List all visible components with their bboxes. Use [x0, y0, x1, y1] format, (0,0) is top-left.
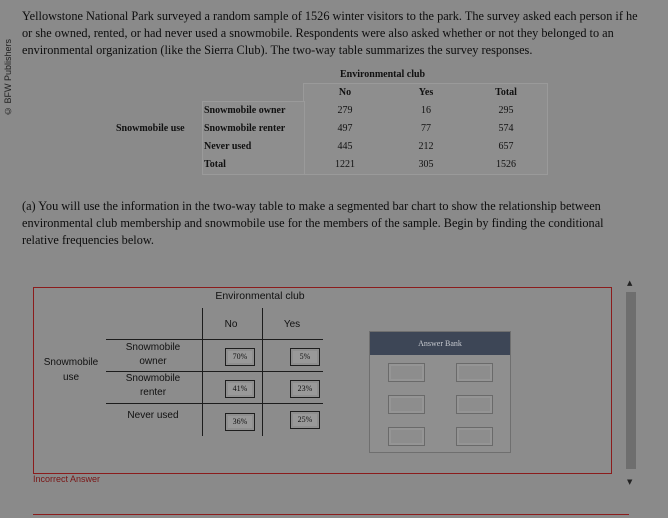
- table-header-no: No: [338, 87, 352, 98]
- table-cell: 445: [337, 141, 353, 152]
- table-row-label: Snowmobile renter: [204, 123, 286, 134]
- table-cell: 657: [498, 141, 514, 152]
- answer-bank-title: Answer Bank: [370, 332, 510, 355]
- exercise-row-renter-line2: renter: [139, 387, 167, 398]
- answer-bank-slot[interactable]: [456, 427, 493, 446]
- exercise-col-yes: Yes: [283, 319, 301, 330]
- answer-bank-slot[interactable]: [456, 395, 493, 414]
- exercise-row-renter-line1: Snowmobile: [125, 373, 181, 384]
- table-cell: 295: [498, 105, 514, 116]
- exercise-row-never: Never used: [127, 410, 179, 421]
- table-cell: 305: [418, 159, 434, 170]
- table-cell: 279: [337, 105, 353, 116]
- answer-chip-owner-no[interactable]: 70%: [225, 348, 255, 366]
- table-cell: 16: [421, 105, 431, 116]
- table-cell: 574: [498, 123, 514, 134]
- answer-chip-owner-yes[interactable]: 5%: [290, 348, 320, 366]
- table-cell: 77: [421, 123, 431, 134]
- next-panel-border: [33, 514, 629, 515]
- grid-divider: [106, 403, 323, 404]
- answer-bank-slot[interactable]: [456, 363, 493, 382]
- exercise-row-group-line1: Snowmobile: [43, 357, 99, 368]
- scroll-up-icon[interactable]: ▲: [627, 279, 633, 287]
- problem-intro: Yellowstone National Park surveyed a random sample of 1526 winter visitors to the park. The survey asked each person if he or she owned, rented, or had never used a snowmobile. Respondents were also asked whether or not they belonged to an environmental organization (like the Sierra Club). The two-way table summarizes the survey responses.: [22, 9, 638, 57]
- exercise-row-owner-line2: owner: [139, 356, 167, 367]
- table-row-label: Snowmobile owner: [204, 105, 286, 116]
- grid-divider: [202, 308, 203, 436]
- answer-chip-never-no[interactable]: 36%: [225, 413, 255, 431]
- table-header-total: Total: [495, 87, 517, 98]
- table-cell: 497: [337, 123, 353, 134]
- exercise-col-group-title: Environmental club: [215, 290, 305, 302]
- table-row-label: Total: [204, 159, 226, 170]
- publisher-credit: © BFW Publishers: [3, 38, 13, 116]
- scroll-down-icon[interactable]: ▼: [627, 478, 633, 486]
- table-row-label: Never used: [204, 141, 252, 152]
- grid-divider: [262, 308, 263, 436]
- answer-chip-renter-no[interactable]: 41%: [225, 380, 255, 398]
- exercise-row-group-line2: use: [62, 372, 80, 383]
- table-cell: 212: [418, 141, 434, 152]
- table-cell: 1221: [335, 159, 355, 170]
- table-header-yes: Yes: [418, 87, 434, 98]
- grid-divider: [106, 371, 323, 372]
- scroll-thumb[interactable]: [626, 292, 636, 469]
- answer-bank-slot[interactable]: [388, 395, 425, 414]
- answer-bank-slot[interactable]: [388, 427, 425, 446]
- answer-bank: [369, 331, 511, 453]
- grid-divider: [106, 339, 323, 340]
- exercise-col-no: No: [224, 319, 238, 330]
- table-row-group-title: Snowmobile use: [116, 123, 185, 134]
- table-cell: 1526: [496, 159, 516, 170]
- answer-bank-slot[interactable]: [388, 363, 425, 382]
- answer-chip-never-yes[interactable]: 25%: [290, 411, 320, 429]
- feedback-message: Incorrect Answer: [33, 474, 101, 484]
- table-col-group-title: Environmental club: [340, 69, 426, 80]
- scrollbar[interactable]: [624, 277, 637, 491]
- part-a-prompt: (a) You will use the information in the two-way table to make a segmented bar chart to show the relationship between environmental club membership and snowmobile use for the members of the sample. Begin by finding the conditional relative frequencies below.: [22, 199, 604, 247]
- answer-chip-renter-yes[interactable]: 23%: [290, 380, 320, 398]
- exercise-row-owner-line1: Snowmobile: [125, 342, 181, 353]
